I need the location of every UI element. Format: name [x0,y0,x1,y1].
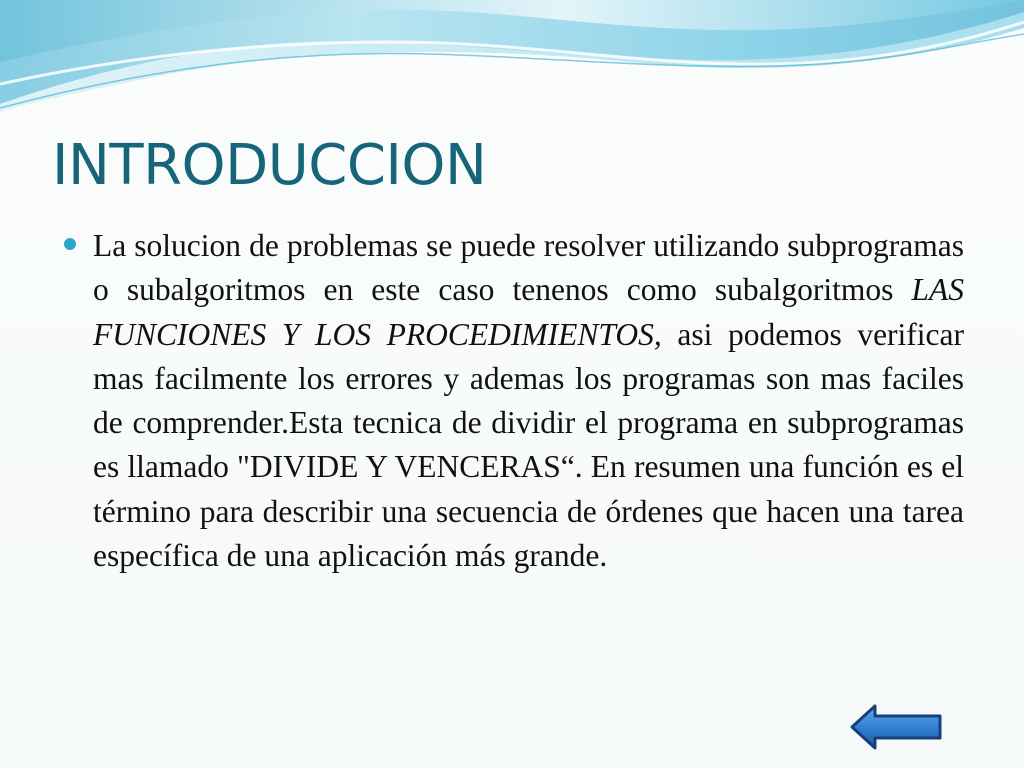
left-arrow-icon [852,706,940,748]
slide-title: INTRODUCCION [52,133,487,198]
bullet-text-continuation: asi podemos verificar mas facilmente los errores y ademas los programas son mas faciles de comprender.Esta tecnica de dividir el programa en subprogramas es llamado "DIVIDE Y VENCERAS“. En resumen una función es el término para describir una secuencia de órdenes que hacen una tarea específica de una aplicación más grande. [93,316,964,574]
circle-bullet-icon [64,238,76,250]
decorative-wave-header [0,0,1024,130]
bullet-text-emphasis: LAS FUNCIONES Y LOS PROCEDIMIENTOS, [93,272,964,352]
back-arrow-button[interactable] [848,702,944,752]
slide-content [62,224,964,578]
bullet-text-intro: La solucion de problemas se puede resolver utilizando subprogramas o subalgoritmos en este caso tenenos como subalgoritmos [93,228,964,308]
bullet-item [62,224,964,578]
bullet-text [93,224,964,578]
